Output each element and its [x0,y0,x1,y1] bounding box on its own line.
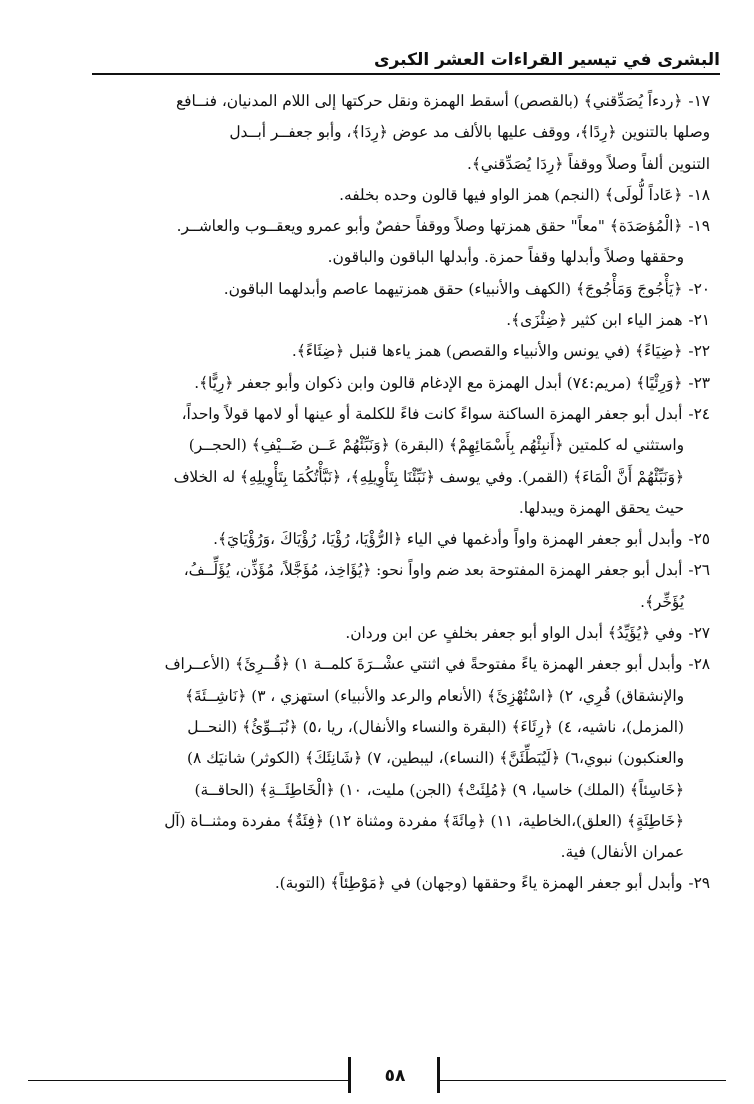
page-number: ٥٨ [384,1066,406,1086]
item-line: ﴿يَأْجُوجَ وَمَأْجُوجَ﴾ (الكهف والأنبياء) حقق همزتيهما عاصم وأبدلهما الباقون. [223,279,683,298]
list-item [86,336,710,367]
item-number: ١٩- [688,217,710,236]
list-item [86,524,710,555]
item-number: ٢٠- [688,279,710,298]
list-item [86,399,710,524]
item-number: ٢٩- [688,874,710,893]
item-line: ﴿الْمُؤصَدَة﴾ "معاً" حقق همزتها وصلاً ووقفاً حفصٌ وأبو عمرو ويعقــوب والعاشــر. [176,217,683,236]
item-number: ٢٥- [688,530,710,549]
page-body [86,86,710,900]
list-item [86,211,710,274]
item-number: ٢١- [688,311,710,330]
item-line: ﴿ردءاً يُصَدِّقني﴾ (بالقصص) أسقط الهمزة ونقل حركتها إلى اللام المدنيان، فنــافع [175,92,683,110]
item-line: ﴿خَاسِئاً﴾ (الملك) خاسيا، ٩) ﴿مُلِئَتْ﴾ (الجن) مليت، ١٠) ﴿الْخَاطِئَــةِ﴾ (الحاقــة) [194,780,684,799]
item-number: ٢٧- [688,624,710,643]
item-line: والعنكبون) نبوي،٦) ﴿لَيُبَطِّئَنَّ﴾ (النساء)، ليبطين، ٧) ﴿شَانِئَكَ﴾ (الكوثر) شانيَك ٨) [187,749,684,768]
item-line: أبدل أبو جعفر الهمزة المفتوحة بعد ضم واواً نحو: ﴿يُؤَاخِذ، مُؤَجَّلاً، مُؤَذِّن، يُؤَلِّــفُ، [183,561,683,580]
item-line: همز الياء ابن كثير ﴿ضِئْزَى﴾. [506,311,683,330]
item-line: وفي ﴿يُؤَيِّدُ﴾ أبدل الواو أبو جعفر بخلفٍ عن ابن وردان. [345,624,683,643]
item-line: ﴿وَرِئْيًا﴾ (مريم:٧٤) أبدل الهمزة مع الإدغام قالون وابن ذكوان وأبو جعفر ﴿رِيًّا﴾. [194,373,683,392]
item-line: التنوين ألفاً وصلاً ووقفاً ﴿رِدَا يُصَدِّقني﴾. [466,154,710,173]
item-line: واستثني له كلمتين ﴿أَنبِئْهُم بِأَسْمَائِهِمْ﴾ (البقرة) ﴿وَنَبِّئْهُمْ عَــن ضَــيْفِ﴾ (الحجــر) [188,436,684,455]
list-item [86,555,710,618]
item-line: ﴿وَنَبِّئْهُمْ أَنَّ الْمَاءَ﴾ (القمر). وفي يوسف ﴿نَبِّئْنَا بِتَأْوِيلِهِ﴾، ﴿نَبَّأْتُكُمَا بِتَأْوِيلِهِ﴾ له الخلاف [173,467,684,486]
item-line: وصلها بالتنوين ﴿رِدًا﴾، ووقف عليها بالألف مد عوض ﴿رِدَا﴾، وأبو جعفــر أبــدل [229,123,710,142]
item-line: والإنشقاق) قُرِي، ٢) ﴿اسْتُهْزِئَ﴾ (الأنعام والرعد والأنبياء) استهزي ، ٣) ﴿نَاشِــئَةَ﴾ [184,686,684,705]
item-number: ٢٤- [688,404,710,423]
item-line: (المزمل)، ناشيه، ٤) ﴿رِئَاءَ﴾ (البقرة والنساء والأنفال)، ريا ،٥) ﴿نُبَــوِّئُ﴾ (النحــل [187,717,684,736]
item-line: ﴿عَاداً لُّولَى﴾ (النجم) همز الواو فيها قالون وحده بخلفه. [339,185,683,204]
item-number: ٢٨- [688,655,710,674]
item-line: وأبدل أبو جعفر الهمزة ياءً مفتوحةً في اثنتي عشْــرَةَ كلمــة ١) ﴿قُــرِئَ﴾ (الأعــراف [164,655,683,674]
item-number: ١٧- [688,92,710,110]
item-number: ٢٦- [688,561,710,580]
item-line: وأبدل أبو جعفر الهمزة واواً وأدغمها في الياء ﴿الرُّؤْيَا، رُؤْيَا، رُؤْيَاكَ ،وَرُؤْيَايَ﴾. [213,530,683,549]
item-line: ﴿خَاطِئَةٍ﴾ (العلق)،الخاطية، ١١) ﴿مِائَةَ﴾ مفردة ومثناة ١٢) ﴿فِئَةٌ﴾ مفردة ومثنــاة (آل [164,811,684,830]
list-item [86,180,710,211]
footer-rule-left [28,1080,348,1081]
item-line: أبدل أبو جعفر الهمزة الساكنة سواءً كانت فاءً للكلمة أو عينها أو لامها قولاً واحداً، [181,404,683,423]
list-item [86,368,710,399]
footer-bar-left [348,1057,351,1093]
footer-rule-right [440,1080,726,1081]
item-number: ٢٢- [688,342,710,361]
header-divider [92,73,720,75]
list-item [86,618,710,649]
item-number: ١٨- [688,185,710,204]
list-item [86,305,710,336]
list-item [86,86,710,180]
list-item [86,649,710,868]
list-item [86,274,710,305]
list-item [86,868,710,899]
item-line: وأبدل أبو جعفر الهمزة ياءً وحققها (وجهان) في ﴿مَوْطِئاً﴾ (التوبة). [274,874,683,893]
item-line: حيث يحقق الهمزة ويبدلها. [518,498,684,517]
item-number: ٢٣- [688,373,710,392]
running-header-title: البشرى في تيسير القراءات العشر الكبرى [374,50,720,70]
item-line: عمران الأنفال) فية. [560,843,684,862]
item-line: وحققها وصلاً وأبدلها وقفاً حمزة. وأبدلها الباقون والباقون. [327,248,684,267]
footer-bar-right [437,1057,440,1093]
item-line: ﴿ضِيَاءً﴾ (في يونس والأنبياء والقصص) همز ياءها قنبل ﴿ضِئَاءً﴾. [291,342,683,361]
item-line: يُؤَخِّر﴾. [640,592,684,611]
